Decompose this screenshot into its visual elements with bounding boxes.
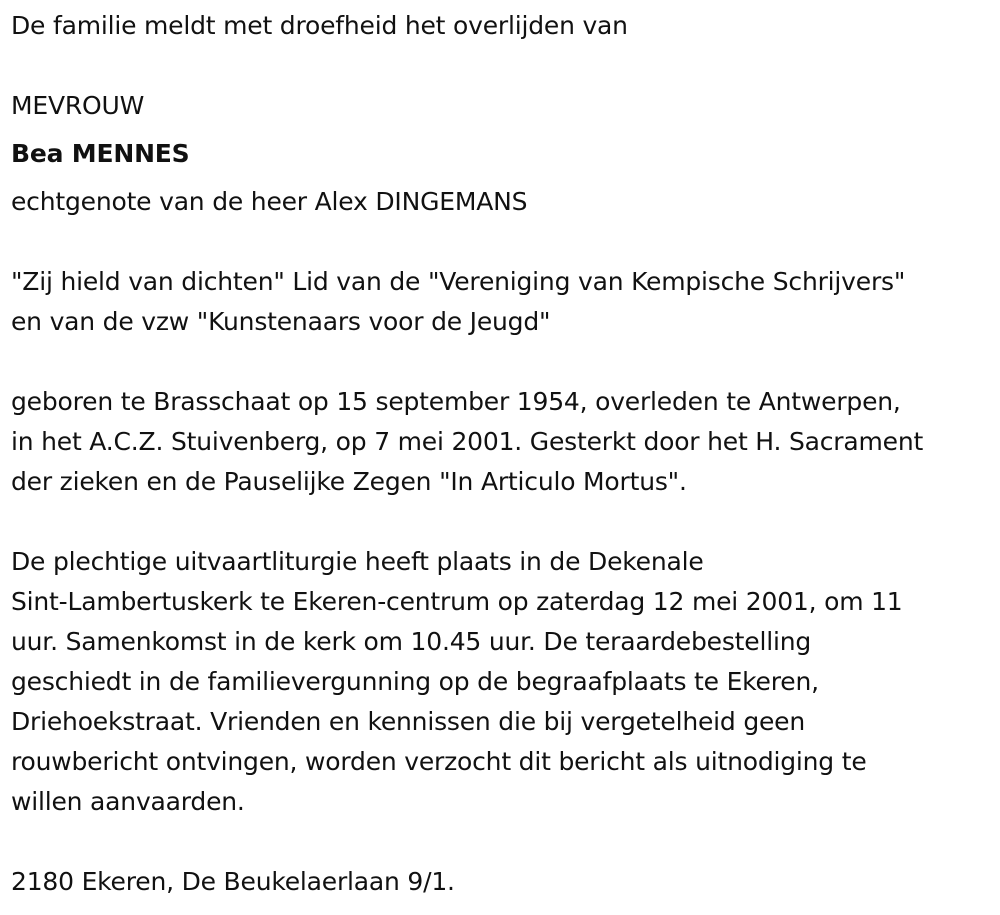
funeral-line-6: rouwbericht ontvingen, worden verzocht dit bericht als uitnodiging te	[11, 747, 867, 776]
birth-death-line-2: in het A.C.Z. Stuivenberg, op 7 mei 2001. Gesterkt door het H. Sacrament	[11, 427, 924, 456]
funeral-line-1: De plechtige uitvaartliturgie heeft plaats in de Dekenale	[11, 547, 704, 576]
birth-death-line-1: geboren te Brasschaat op 15 september 1954, overleden te Antwerpen,	[11, 387, 901, 416]
funeral-line-7: willen aanvaarden.	[11, 787, 245, 816]
funeral-line-5: Driehoekstraat. Vrienden en kennissen die bij vergetelheid geen	[11, 707, 805, 736]
address-text: 2180 Ekeren, De Beukelaerlaan 9/1.	[11, 867, 455, 896]
deceased-name: Bea MENNES	[11, 139, 190, 168]
spouse-text: echtgenote van de heer Alex DINGEMANS	[11, 187, 528, 216]
birth-death-line-3: der zieken en de Pauselijke Zegen "In Articulo Mortus".	[11, 467, 687, 496]
funeral-line-3: uur. Samenkomst in de kerk om 10.45 uur. De teraardebestelling	[11, 627, 812, 656]
intro-text: De familie meldt met droefheid het overlijden van	[11, 11, 628, 40]
funeral-line-4: geschiedt in de familievergunning op de begraafplaats te Ekeren,	[11, 667, 819, 696]
funeral-line-2: Sint-Lambertuskerk te Ekeren-centrum op zaterdag 12 mei 2001, om 11	[11, 587, 903, 616]
honorific: MEVROUW	[11, 91, 145, 120]
hobby-line-1: "Zij hield van dichten" Lid van de "Vereniging van Kempische Schrijvers"	[11, 267, 906, 296]
hobby-line-2: en van de vzw "Kunstenaars voor de Jeugd"	[11, 307, 551, 336]
